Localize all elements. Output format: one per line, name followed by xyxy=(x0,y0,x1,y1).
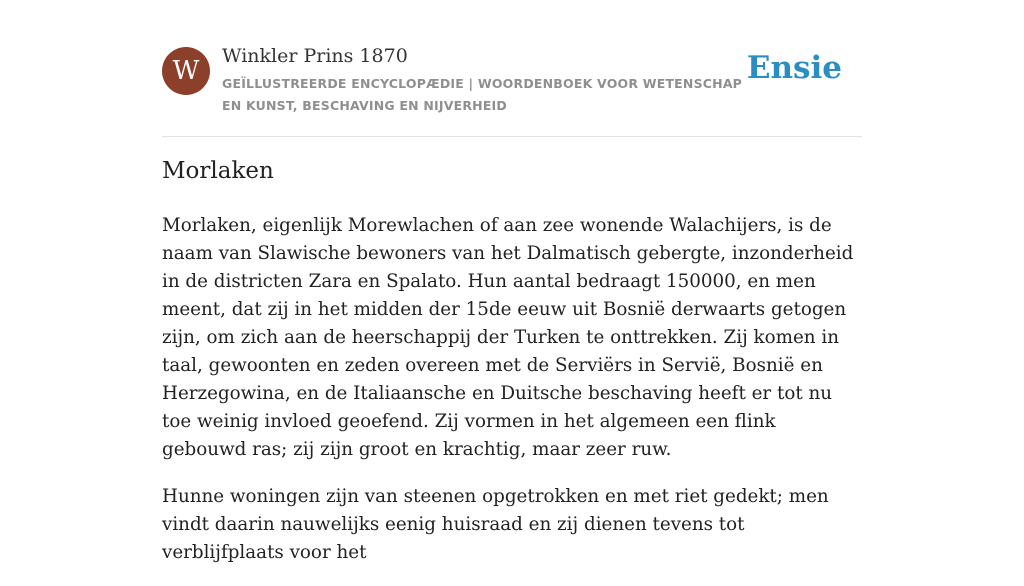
article-paragraph: Morlaken, eigenlijk Morewlachen of aan zee wonende Walachijers, is de naam van Slawische bewoners van het Dalmatisch gebergte, inzonderheid in de districten Zara en Spalato. Hun aantal bedraagt 150000, en men meent, dat zij in het midden der 15de eeuw uit Bosnië derwaarts getogen zijn, om zich aan de heerschappij der Turken te onttrekken. Zij komen in taal, gewoonten en zeden overeen met de Serviërs in Servië, Bosnië en Herzegowina, en de Italiaansche en Duitsche beschaving heeft er tot nu toe weinig invloed geoefend. Zij vormen in het algemeen een flink gebouwd ras; zij zijn groot en krachtig, maar zeer ruw. xyxy=(162,215,854,460)
site-header xyxy=(162,40,862,137)
source-avatar[interactable]: W xyxy=(162,47,210,95)
ensie-logo-link[interactable]: Ensie xyxy=(746,50,842,86)
article-title: Morlaken xyxy=(162,158,274,184)
source-subtitle: GEÏLLUSTREERDE ENCYCLOPÆDIE | WOORDENBOEK VOOR WETENSCHAP EN KUNST, BESCHAVING EN NIJVERHEID xyxy=(222,76,743,113)
source-title[interactable]: Winkler Prins 1870 xyxy=(222,45,408,67)
article-paragraph: Hunne woningen zijn van steenen opgetrokken en met riet gedekt; men vindt daarin nauwelijks eenig huisraad en zij dienen tevens tot verblijfplaats voor het xyxy=(162,486,829,563)
article-body xyxy=(162,212,862,586)
